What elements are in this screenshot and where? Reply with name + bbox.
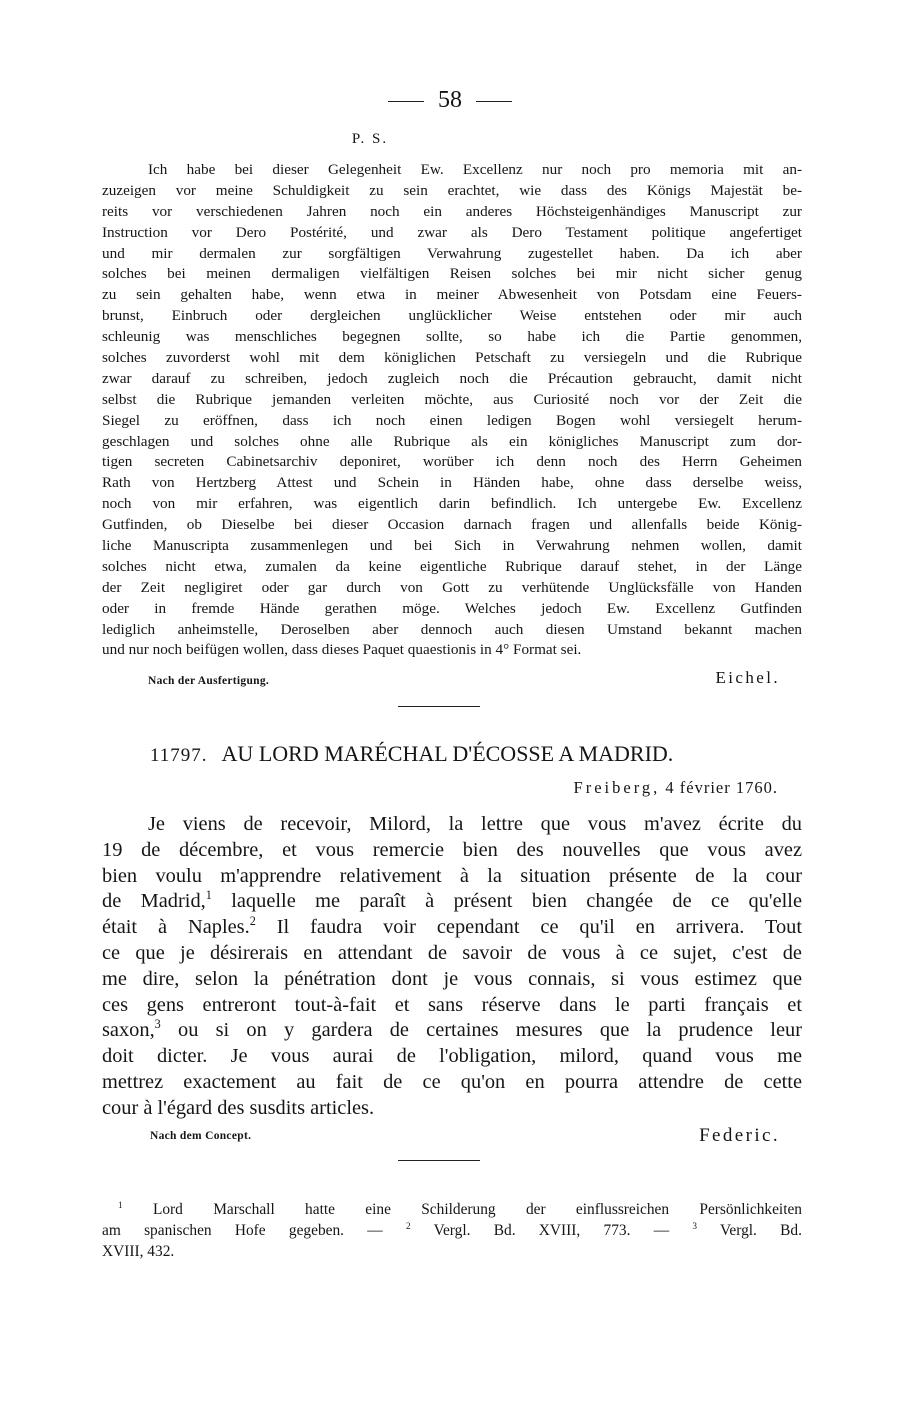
letter-line: de Madrid,$^1$ laquelle me paraît à présent bien changée de ce qu'elle	[102, 888, 802, 913]
ps-line: Gutfinden, ob Dieselbe bei dieser Occasion darnach fragen und allenfalls beide König-	[102, 516, 802, 534]
footnotes	[102, 1199, 802, 1262]
letter-signature: Federic.	[699, 1125, 780, 1146]
letter-line: me dire, selon la pénétration dont je vous connais, si vous estimez que	[102, 967, 802, 990]
page-number	[0, 86, 900, 114]
letter-line: mettrez exactement au fait de ce qu'on en pourra attendre de cette	[102, 1070, 802, 1093]
letter-number: 11797.	[150, 745, 208, 766]
ps-line: zu sein gehalten habe, wenn etwa in meiner Abwesenheit von Potsdam eine Feuers-	[102, 286, 802, 304]
ps-line: geschlagen und solches ohne alle Rubrique als ein königliches Manuscript zum dor-	[102, 432, 802, 450]
letter-line: bien voulu m'apprendre relativement à la situation présente de la cour	[102, 864, 802, 887]
ps-line: Rath von Hertzberg Attest und Schein in Händen habe, ohne dass derselbe weiss,	[102, 474, 802, 492]
ps-line: selbst die Rubrique jemanden verleiten möchte, aus Curiosité noch vor der Zeit die	[102, 390, 802, 408]
footnote-line: am spanischen Hofe gegeben. — $^2$ Vergl. Bd. XVIII, 773. — $^3$ Vergl. Bd.	[102, 1220, 802, 1239]
letter-body	[102, 812, 802, 1122]
dateline-date: 4 février 1760.	[665, 778, 778, 797]
ps-line: zuzeigen vor meine Schuldigkeit zu sein erachtet, wie dass des Königs Majestät be-	[102, 181, 802, 199]
ps-heading: P. S.	[351, 131, 389, 147]
footnote-ref: 3	[154, 1017, 161, 1032]
letter-dateline	[574, 778, 778, 798]
letter-line: doit dicter. Je vous aurai de l'obligation, milord, quand vous me	[102, 1045, 802, 1068]
ps-line: Instruction vor Dero Postérité, und zwar als Dero Testament politique angefertiget	[102, 223, 802, 241]
ps-line: solches bei meinen dermaligen vielfältigen Reisen solches bei mir nicht sicher genug	[102, 265, 802, 283]
ps-line: reits vor verschiedenen Jahren noch ein anderes Höchsteigenhändiges Manuscript zur	[102, 202, 802, 220]
footnote-number: 2	[405, 1220, 411, 1231]
page-number-text: 58	[438, 87, 462, 113]
ps-line: liche Manuscripta zusammenlegen und bei Sich in Verwahrung nehmen wollen, damit	[102, 537, 802, 555]
page-number-dash-right	[476, 101, 512, 102]
footnote-line: $^1$ Lord Marschall hatte eine Schilderung der einflussreichen Persönlichkeiten	[118, 1199, 802, 1218]
ps-line: der Zeit negligiret oder gar durch von Gott zu verhütende Unglücksfälle von Handen	[102, 578, 802, 596]
letter-line: 19 de décembre, et vous remercie bien des nouvelles que vous avez	[102, 838, 802, 861]
section-divider	[398, 706, 480, 707]
ps-line: lediglich anheimstelle, Deroselben aber dennoch auch diesen Umstand bekannt machen	[102, 620, 802, 638]
ps-line: noch von mir erfahren, was eigentlich darin befindlich. Ich untergebe Ew. Excellenz	[102, 495, 802, 513]
letter-line: était à Naples.$^2$ Il faudra voir cependant ce qu'il en arrivera. Tout	[102, 914, 803, 939]
footnote-ref: 1	[205, 888, 212, 903]
ps-line: brunst, Einbruch oder dergleichen unglücklicher Weise entstehen oder mir auch	[102, 307, 802, 325]
footnote-number: 1	[118, 1199, 123, 1210]
letter-line: saxon,$^3$ ou si on y gardera de certaines mesures que la prudence leur	[102, 1017, 802, 1042]
ps-source-note: Nach der Ausfertigung.	[148, 675, 270, 687]
ps-line: Siegel zu eröffnen, dass ich noch einen ledigen Bogen wohl versiegelt herum-	[102, 411, 802, 429]
ps-line: solches nicht etwa, zumalen da keine eigentliche Rubrique darauf stehet, in der Länge	[102, 557, 802, 575]
ps-line: oder in fremde Hände gerathen möge. Welches jedoch Ew. Excellenz Gutfinden	[102, 599, 802, 617]
ps-line: Ich habe bei dieser Gelegenheit Ew. Excellenz nur noch pro memoria mit an-	[148, 161, 802, 178]
letter-line: Je viens de recevoir, Milord, la lettre que vous m'avez écrite du	[148, 813, 802, 835]
page-number-dash-left	[388, 101, 424, 102]
ps-signature: Eichel.	[715, 668, 780, 687]
footnote-number: 3	[692, 1220, 697, 1231]
footnote-divider	[398, 1160, 480, 1161]
ps-paragraph	[102, 160, 802, 661]
ps-line: tigen secreten Cabinetsarchiv deponiret, worüber ich denn noch des Herrn Geheimen	[102, 453, 802, 471]
ps-line: und mir dermalen zur sorgfältigen Verwahrung zugestellet haben. Da ich aber	[102, 244, 802, 262]
letter-source-note: Nach dem Concept.	[150, 1130, 252, 1142]
letter-line: ces gens entreront tout-à-fait et sans réserve dans le parti français et	[102, 993, 802, 1016]
ps-line: zwar darauf zu schreiben, jedoch zugleich noch die Précaution gebraucht, damit nicht	[102, 369, 802, 387]
letter-line: cour à l'égard des susdits articles.	[102, 1096, 375, 1119]
dateline-place: Freiberg,	[573, 778, 661, 797]
footnote-line: XVIII, 432.	[102, 1243, 175, 1260]
letter-heading	[150, 740, 790, 770]
ps-line: und nur noch beifügen wollen, dass dieses Paquet quaestionis in 4° Format sei.	[102, 641, 582, 659]
letter-line: ce que je désirerais en attendant de savoir de vous à ce sujet, c'est de	[102, 941, 802, 964]
letter-title: AU LORD MARÉCHAL D'ÉCOSSE A MADRID.	[221, 741, 674, 766]
ps-line: schleunig was menschliches begegnen sollte, so habe ich die Partie genommen,	[102, 328, 802, 346]
footnote-ref: 2	[249, 914, 256, 929]
ps-line: solches zuvorderst wohl mit dem königlichen Petschaft zu versiegeln und die Rubrique	[102, 349, 802, 367]
